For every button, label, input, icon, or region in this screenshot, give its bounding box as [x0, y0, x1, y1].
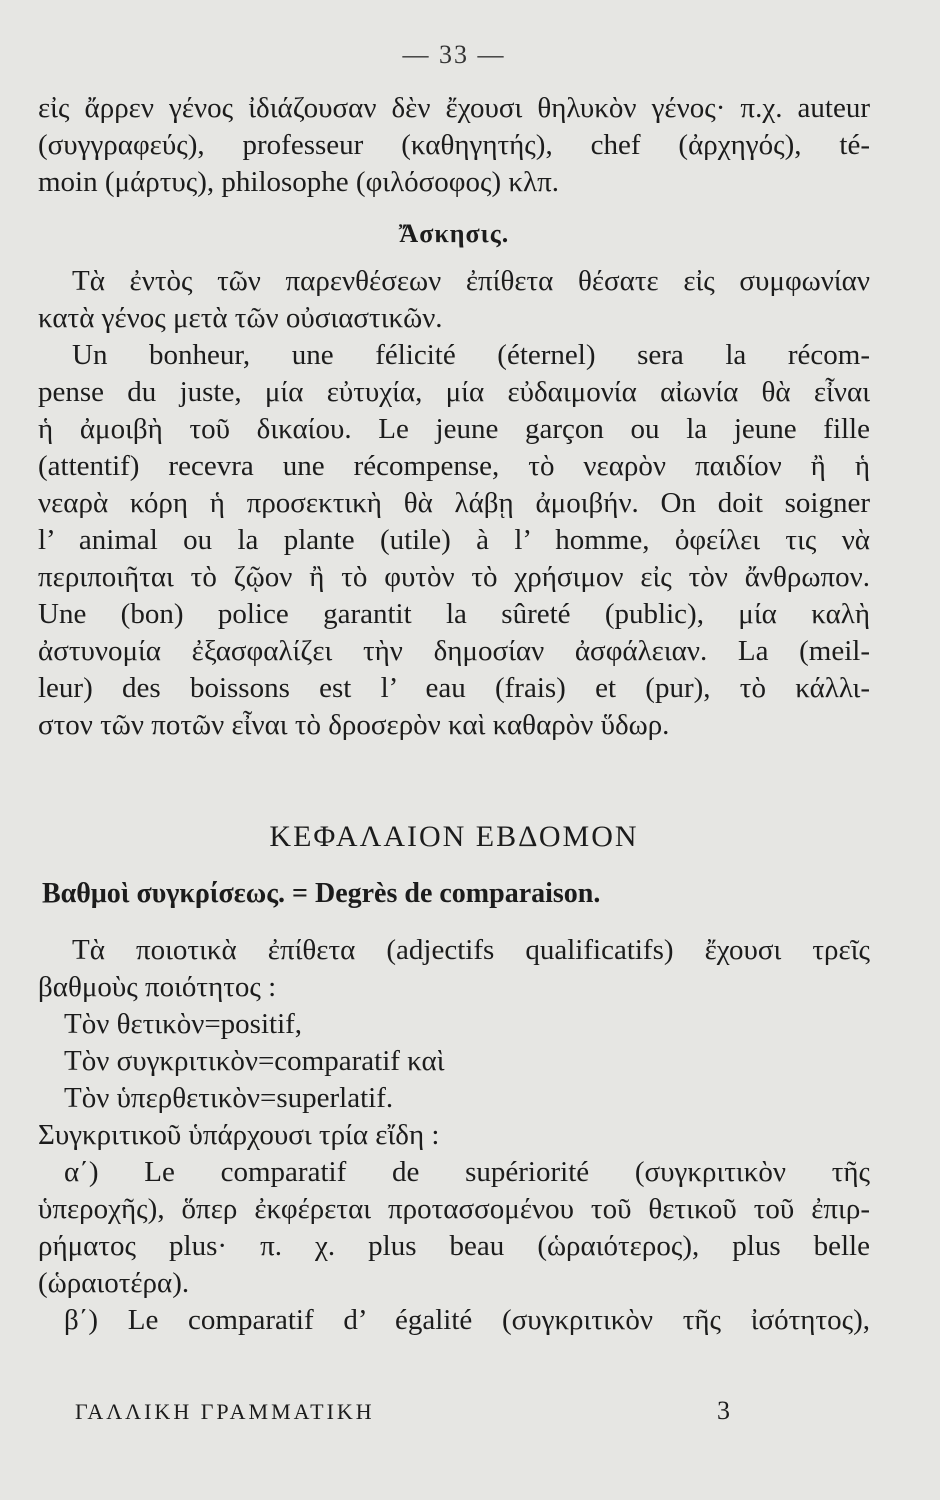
text-line: (συγγραφεύς), professeur (καθηγητής), chef (ἀρχηγός), té-: [38, 129, 870, 161]
text-line: στον τῶν ποτῶν εἶναι τὸ δροσερὸν καὶ καθαρὸν ὕδωρ.: [38, 709, 670, 741]
section-body: [38, 932, 870, 1339]
text-line: (ὡραιοτέρα).: [38, 1267, 190, 1299]
text-line: εἰς ἄρρεν γένος ἰδιάζουσαν δὲν ἔχουσι θηλυκὸν γένος· π.χ. auteur: [38, 92, 870, 124]
text-line: β΄) Le comparatif d’ égalité (συγκριτικὸν τῆς ἰσότητος),: [64, 1304, 870, 1336]
text-line: (attentif) recevra une récompense, τὸ νεαρὸν παιδίον ἢ ἡ: [38, 450, 870, 482]
exercise-body: [38, 263, 870, 744]
text-line: l’ animal ou la plante (utile) à l’ homme, ὀφείλει τις νὰ: [38, 524, 870, 556]
text-line: νεαρὰ κόρη ἡ προσεκτικὴ θὰ λάβῃ ἀμοιβήν. On doit soigner: [38, 487, 870, 519]
text-line: Τὰ ἐντὸς τῶν παρενθέσεων ἐπίθετα θέσατε εἰς συμφωνίαν: [72, 265, 870, 297]
text-line: Τὸν συγκριτικὸν=comparatif καὶ: [64, 1045, 445, 1077]
chapter-title: ΚΕΦΑΛΑΙΟΝ ΕΒΔΟΜΟΝ: [269, 820, 639, 853]
exercise-title: Ἄσκησις.: [398, 219, 510, 248]
text-line: ἡ ἀμοιβὴ τοῦ δικαίου. Le jeune garçon ou la jeune fille: [38, 413, 870, 445]
text-line: Τὸν θετικὸν=positif,: [64, 1008, 303, 1040]
text-line: Τὸν ὑπερθετικὸν=superlatif.: [64, 1082, 394, 1114]
text-line: Un bonheur, une félicité (éternel) sera la récom-: [72, 339, 870, 371]
text-line: α΄) Le comparatif de supériorité (συγκριτικὸν τῆς: [64, 1156, 870, 1188]
page-footer: [75, 1396, 730, 1426]
text-line: ρήματος plus· π. χ. plus beau (ὡραιότερος), plus belle: [38, 1230, 870, 1262]
text-line: ἀστυνομία ἐξασφαλίζει τὴν δημοσίαν ἀσφάλειαν. La (meil-: [38, 635, 870, 667]
text-line: ὑπεροχῆς), ὅπερ ἐκφέρεται προτασσομένου τοῦ θετικοῦ τοῦ ἐπιρ-: [38, 1193, 870, 1225]
text-line: περιποιῆται τὸ ζῷον ἢ τὸ φυτὸν τὸ χρήσιμον εἰς τὸν ἄνθρωπον.: [38, 561, 870, 593]
text-line: leur) des boissons est l’ eau (frais) et (pur), τὸ κάλλι-: [38, 672, 870, 704]
paragraph-intro: [38, 90, 870, 201]
text-line: moin (μάρτυς), philosophe (φιλόσοφος) κλπ.: [38, 166, 559, 198]
text-line: βαθμοὺς ποιότητος :: [38, 971, 277, 1003]
text-line: pense du juste, μία εὐτυχία, μία εὐδαιμονία αἰωνία θὰ εἶναι: [38, 376, 870, 408]
text-line: Une (bon) police garantit la sûreté (public), μία καλὴ: [38, 598, 870, 630]
footer-book-title: ΓΑΛΛΙΚΗ ΓΡΑΜΜΑΤΙΚΗ: [75, 1399, 375, 1424]
text-line: κατὰ γένος μετὰ τῶν οὐσιαστικῶν.: [38, 302, 443, 334]
footer-signature-mark: 3: [717, 1396, 730, 1425]
text-line: Τὰ ποιοτικὰ ἐπίθετα (adjectifs qualificatifs) ἔχουσι τρεῖς: [72, 934, 870, 966]
page-number: — 33 —: [402, 40, 506, 69]
section-heading: Βαθμοὶ συγκρίσεως. = Degrès de comparaison.: [42, 878, 601, 909]
text-line: Συγκριτικοῦ ὑπάρχουσι τρία εἴδη :: [38, 1119, 440, 1151]
